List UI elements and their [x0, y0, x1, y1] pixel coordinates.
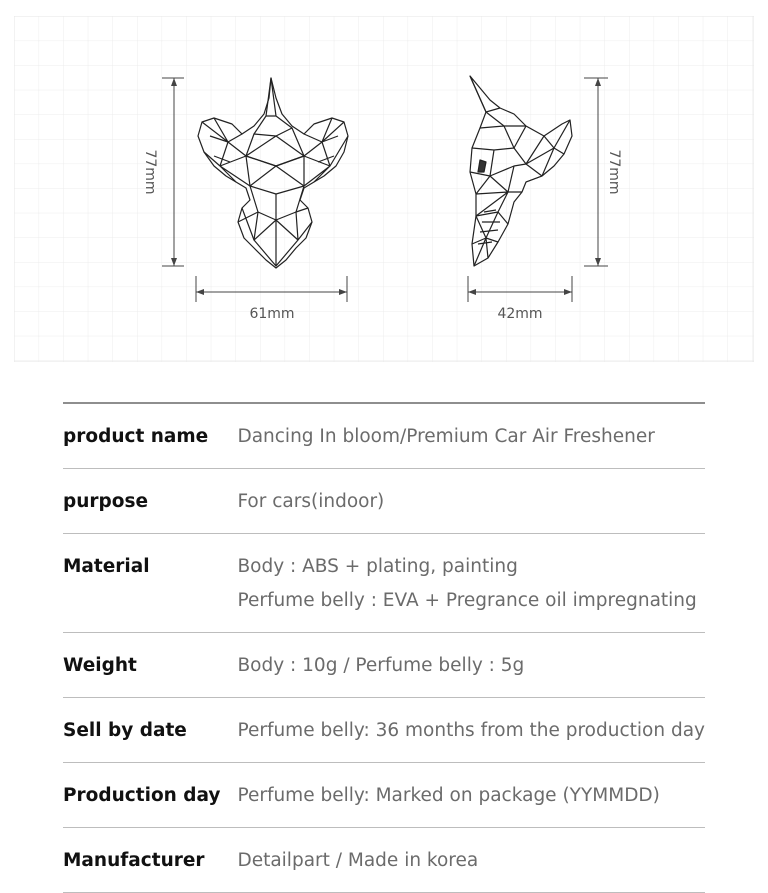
- spec-row-manufacturer: [63, 828, 705, 893]
- spec-value-line: Perfume belly : EVA + Pregrance oil impregnating: [237, 590, 697, 611]
- dimension-figure: [14, 16, 754, 362]
- spec-value: [237, 828, 705, 893]
- spec-value-line: Body : 10g / Perfume belly : 5g: [237, 655, 525, 676]
- spec-label: product name: [63, 426, 209, 447]
- grid-background: [14, 16, 754, 362]
- spec-value-line: Dancing In bloom/Premium Car Air Freshener: [237, 426, 655, 447]
- spec-value: [237, 403, 705, 469]
- side-height-label: 77mm: [606, 149, 622, 195]
- spec-row-sell-by-date: [63, 698, 705, 763]
- dimension-drawing: [14, 16, 754, 362]
- front-width-label: 61mm: [249, 306, 295, 322]
- spec-value-line: Detailpart / Made in korea: [237, 850, 479, 871]
- spec-table: [63, 402, 705, 893]
- side-width-label: 42mm: [497, 306, 543, 322]
- spec-label: Sell by date: [63, 720, 187, 741]
- spec-value: [237, 534, 705, 633]
- spec-value-line: Perfume belly: Marked on package (YYMMDD): [237, 785, 660, 806]
- spec-label: Weight: [63, 655, 137, 676]
- spec-value: [237, 633, 705, 698]
- spec-row-material: [63, 534, 705, 633]
- spec-label: purpose: [63, 491, 149, 512]
- spec-value-line: Perfume belly: 36 months from the production day: [237, 720, 705, 741]
- spec-label: Production day: [63, 785, 221, 806]
- spec-label: Material: [63, 556, 150, 577]
- spec-row-purpose: [63, 469, 705, 534]
- front-height-label: 77mm: [142, 149, 158, 195]
- spec-value: [237, 469, 705, 534]
- spec-value: [237, 698, 705, 763]
- spec-row-weight: [63, 633, 705, 698]
- spec-value-line: For cars(indoor): [237, 491, 385, 512]
- spec-value: [237, 763, 705, 828]
- spec-value-line: Body : ABS + plating, painting: [237, 556, 518, 577]
- spec-label: Manufacturer: [63, 850, 205, 871]
- spec-row-production-day: [63, 763, 705, 828]
- spec-row-product-name: [63, 403, 705, 469]
